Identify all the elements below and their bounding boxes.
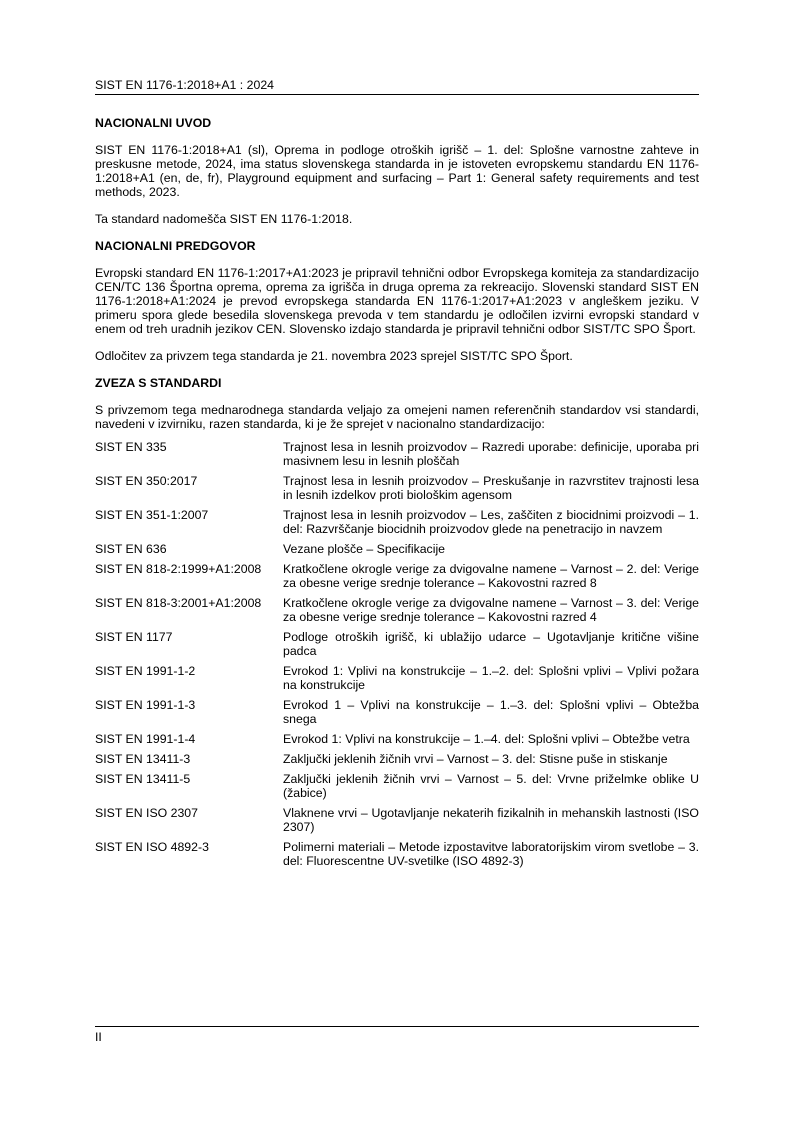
reference-standards-list [95, 440, 699, 868]
reference-code: SIST EN 1991-1-3 [95, 698, 196, 712]
reference-row [95, 752, 699, 766]
reference-code: SIST EN ISO 2307 [95, 806, 198, 820]
reference-title: Vezane plošče – Specifikacije [283, 542, 446, 556]
reference-code: SIST EN 818-3:2001+A1:2008 [95, 596, 262, 610]
reference-code: SIST EN 351-1:2007 [95, 508, 209, 522]
section-title-nacionalni-uvod: NACIONALNI UVOD [95, 116, 212, 130]
page-header [95, 78, 699, 95]
reference-title: Polimerni materiali – Metode izpostavitve laboratorijskim virom svetlobe – 3. del: Fluorescentne UV-svetilke (ISO 4892-3) [283, 840, 699, 868]
zveza-intro: S privzemom tega mednarodnega standarda veljajo za omejeni namen referenčnih standardov vsi standardi, navedeni v izvirniku, razen standarda, ki je že sprejet v nacionalno standardizacijo: [95, 403, 699, 431]
uvod-paragraph-1: SIST EN 1176-1:2018+A1 (sl), Oprema in podloge otroških igrišč – 1. del: Splošne varnostne zahteve in preskusne metode, 2024, ima status slovenskega standarda in je istoveten evropskemu standardu EN 1176-1:2018+A1 (en, de, fr), Playground equipment and surfacing – Part 1: General safety requirements and test methods, 2023. [95, 143, 699, 199]
reference-code: SIST EN 13411-5 [95, 772, 191, 786]
reference-title: Zaključki jeklenih žičnih vrvi – Varnost – 5. del: Vrvne priželmke oblike U (žabice) [283, 772, 699, 800]
reference-title: Vlaknene vrvi – Ugotavljanje nekaterih fizikalnih in mehanskih lastnosti (ISO 2307) [283, 806, 699, 834]
reference-row [95, 508, 699, 536]
reference-row [95, 596, 699, 624]
reference-title: Trajnost lesa in lesnih proizvodov – Les, zaščiten z biocidnimi proizvodi – 1. del: Razvrščanje biocidnih proizvodov glede na penetracijo in navzem [283, 508, 699, 536]
reference-title: Zaključki jeklenih žičnih vrvi – Varnost – 3. del: Stisne puše in stiskanje [283, 752, 668, 766]
reference-code: SIST EN 13411-3 [95, 752, 191, 766]
predgovor-paragraph-2: Odločitev za privzem tega standarda je 21. novembra 2023 sprejel SIST/TC SPO Šport. [95, 349, 573, 363]
reference-row [95, 732, 699, 746]
reference-row [95, 542, 699, 556]
reference-row [95, 474, 699, 502]
reference-row [95, 772, 699, 800]
reference-code: SIST EN 350:2017 [95, 474, 198, 488]
page-number: II [95, 1030, 102, 1044]
reference-row [95, 562, 699, 590]
uvod-paragraph-2: Ta standard nadomešča SIST EN 1176-1:2018. [95, 212, 353, 226]
reference-row [95, 840, 699, 868]
reference-code: SIST EN 335 [95, 440, 167, 454]
reference-code: SIST EN 636 [95, 542, 167, 556]
reference-code: SIST EN 1177 [95, 630, 173, 644]
predgovor-paragraph-1: Evropski standard EN 1176-1:2017+A1:2023 je pripravil tehnični odbor Evropskega komiteja za standardizacijo CEN/TC 136 Športna oprema, oprema za igrišča in druga oprema za rekreacijo. Slovenski standard SIST EN 1176-1:2018+A1:2024 je prevod evropskega standarda EN 1176-1:2017+A1:2023 v angleškem jeziku. V primeru spora glede besedila slovenskega prevoda v tem standardu je odločilen izvirni evropski standard v enem od treh uradnih jezikov CEN. Slovensko izdajo standarda je pripravil tehnični odbor SIST/TC SPO Šport. [95, 266, 699, 336]
reference-title: Evrokod 1 – Vplivi na konstrukcije – 1.–3. del: Splošni vplivi – Obtežba snega [283, 698, 699, 726]
reference-row [95, 630, 699, 658]
reference-code: SIST EN ISO 4892-3 [95, 840, 209, 854]
reference-row [95, 440, 699, 468]
page-footer [95, 1026, 699, 1044]
reference-title: Evrokod 1: Vplivi na konstrukcije – 1.–4. del: Splošni vplivi – Obtežbe vetra [283, 732, 690, 746]
document-id: SIST EN 1176-1:2018+A1 : 2024 [95, 78, 275, 92]
reference-code: SIST EN 818-2:1999+A1:2008 [95, 562, 262, 576]
reference-title: Trajnost lesa in lesnih proizvodov – Razredi uporabe: definicije, uporaba pri masivnem lesu in lesnih ploščah [283, 440, 699, 468]
reference-row [95, 698, 699, 726]
section-title-nacionalni-predgovor: NACIONALNI PREDGOVOR [95, 239, 256, 253]
reference-title: Trajnost lesa in lesnih proizvodov – Preskušanje in razvrstitev trajnosti lesa in lesnih izdelkov proti biološkim agensom [283, 474, 699, 502]
reference-title: Kratkočlene okrogle verige za dvigovalne namene – Varnost – 3. del: Verige za obesne verige srednje tolerance – Kakovostni razred 4 [283, 596, 699, 624]
section-title-zveza-s-standardi: ZVEZA S STANDARDI [95, 376, 222, 390]
reference-title: Kratkočlene okrogle verige za dvigovalne namene – Varnost – 2. del: Verige za obesne verige srednje tolerance – Kakovostni razred 8 [283, 562, 699, 590]
page-content [95, 116, 699, 874]
reference-code: SIST EN 1991-1-4 [95, 732, 196, 746]
reference-row [95, 806, 699, 834]
reference-code: SIST EN 1991-1-2 [95, 664, 196, 678]
reference-title: Evrokod 1: Vplivi na konstrukcije – 1.–2. del: Splošni vplivi – Vplivi požara na konstrukcije [283, 664, 699, 692]
reference-title: Podloge otroških igrišč, ki ublažijo udarce – Ugotavljanje kritične višine padca [283, 630, 699, 658]
reference-row [95, 664, 699, 692]
